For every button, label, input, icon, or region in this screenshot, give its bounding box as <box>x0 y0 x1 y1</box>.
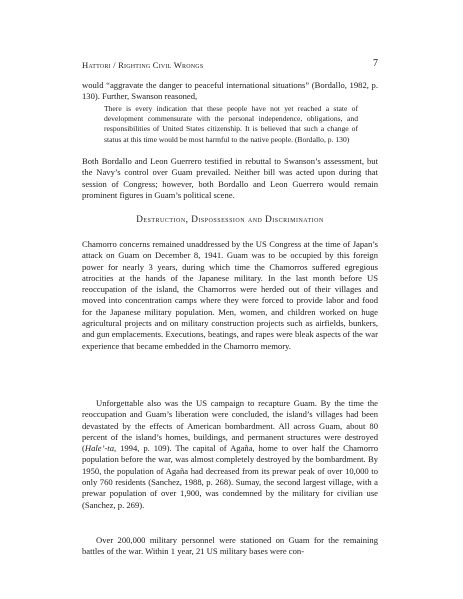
paragraph-4-text-end: , 1994, p. 109). The capital of Agaña, home to over half the Chamorro population before the war, was almost completely destroyed by the bombardment. By 1950, the population of Agaña had decreased from its prewar peak of over 10,000 to only 760 residents (Sanchez, 1988, p. 268). Sumay, the second largest village, with a prewar population of over 1,900, was condemned by the military for civilian use (Sanchez, p. 269). <box>82 443 378 510</box>
section-heading: Destruction, Dispossession and Discrimination <box>136 214 324 224</box>
paragraph-1: would “aggravate the danger to peaceful international situations” (Bordallo, 1982, p. 130). Further, Swanson reasoned, <box>82 80 378 102</box>
paragraph-5: Over 200,000 military personnel were stationed on Guam for the remaining battles of the war. Within 1 year, 21 US military bases were con- <box>82 535 378 557</box>
paragraph-2: Both Bordallo and Leon Guerrero testified in rebuttal to Swanson’s assessment, but the Navy’s control over Guam prevailed. Neither bill was acted upon during that session of Congress; however, both Bordallo and Leon Guerrero would remain prominent figures in Guam’s political scene. <box>82 156 378 200</box>
paragraph-4 <box>82 398 378 511</box>
paragraph-4-italic-citation: Hale’-ta <box>84 443 114 454</box>
paragraph-4-text-start: Unforgettable also was the US campaign to recapture Guam. By the time the reoccupation and Guam’s liberation were concluded, the island’s villages had been devastated by the effects of American bombardment. All across Guam, about 80 percent of the island’s homes, buildings, and permanent structures were destroyed ( <box>82 398 378 454</box>
running-head: Hattori / Righting Civil Wrongs <box>82 60 204 70</box>
paragraph-3: Chamorro concerns remained unaddressed by the US Congress at the time of Japan’s attack on Guam on December 8, 1941. Guam was to be occupied by this foreign power for nearly 3 years, during which time the Chamorros suffered egregious atrocities at the hands of the Japanese military. In the last month before US reoccupation of the island, the Chamorros were herded out of their villages and moved into concentration camps where they were forced to provide labor and food for the Japanese military population. Men, women, and children worked on huge agricultural projects and on military construction projects such as airfields, bunkers, and gun emplacements. Executions, beatings, and rapes were bleak aspects of the war experience that became embedded in the Chamorro memory. <box>82 239 378 351</box>
page-number: 7 <box>373 58 378 69</box>
block-quote: There is every indication that these people have not yet reached a state of development commensurate with the personal independence, obligations, and responsibilities of United States citizenship. It is believed that such a change of status at this time would be most harmful to the native people. (Bordallo, p. 130) <box>104 104 358 144</box>
